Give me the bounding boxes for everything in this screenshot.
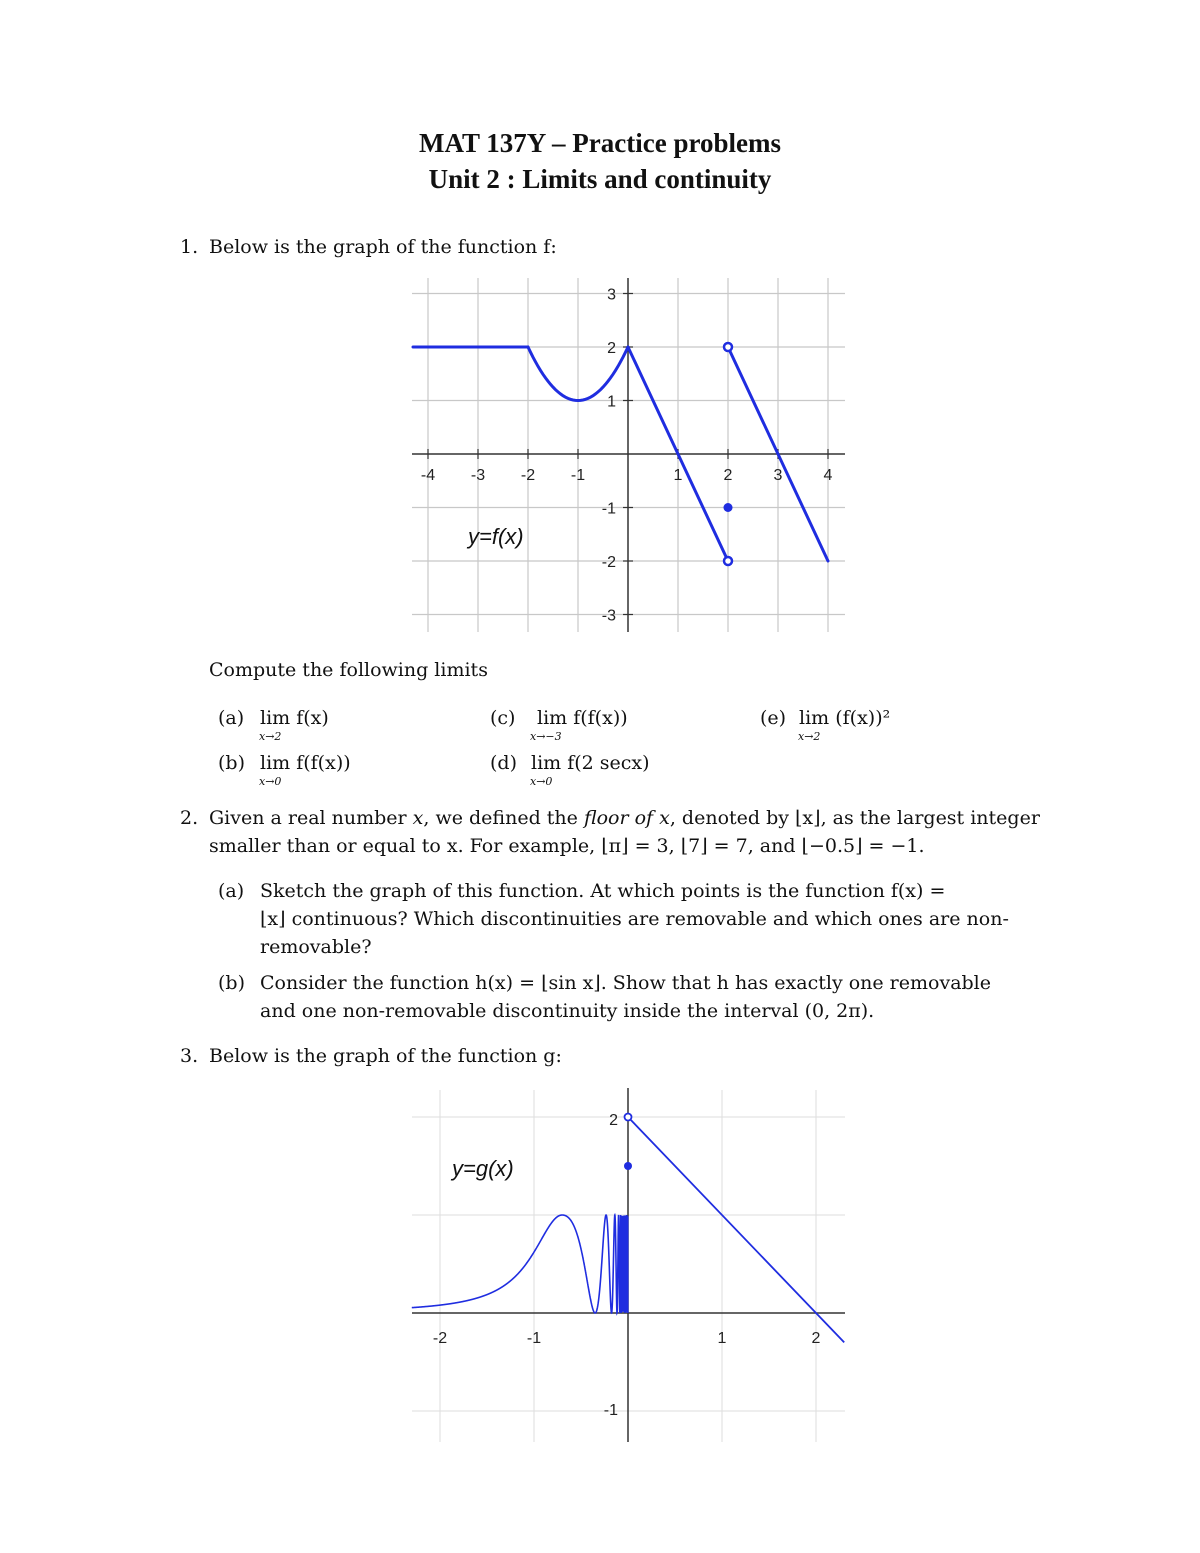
x-tick-label: -1 (526, 1330, 542, 1347)
problem-2a-line3: removable? (260, 936, 372, 958)
part-b-label: (b) (218, 752, 245, 774)
page-title: MAT 137Y – Practice problems (419, 128, 781, 158)
problem-2b-line2: and one non-removable discontinuity inside the interval (0, 2π). (260, 1000, 875, 1022)
y-tick-label: 3 (607, 286, 616, 304)
problem-2a-label: (a) (218, 880, 245, 902)
part-d-label: (d) (490, 752, 517, 774)
closed-point (724, 503, 733, 512)
part-d-expr: lim f(2 secx) (531, 752, 650, 774)
y-tick-label: 2 (609, 1112, 618, 1129)
x-tick-label: 4 (823, 467, 833, 484)
part-e-expr: lim (f(x))² (799, 707, 891, 729)
problem-1-number: 1. (180, 236, 199, 258)
x-tick-label: 3 (773, 467, 783, 484)
part-b-sub: x→0 (259, 775, 282, 788)
part-a-sub: x→2 (259, 730, 282, 743)
graph-f-label: y=f(x) (468, 524, 524, 549)
problem-2-number: 2. (180, 807, 199, 829)
y-tick-label: 1 (607, 393, 616, 411)
y-tick-label: -2 (601, 554, 616, 571)
problem-2a-line1: Sketch the graph of this function. At which points is the function f(x) = (260, 880, 946, 902)
graph-f-tick-labels (421, 287, 833, 625)
problem-2-line1: Given a real number x, we defined the floor of x, denoted by ⌊x⌋, as the largest integer (209, 807, 1040, 829)
part-c-expr: lim f(f(x)) (537, 707, 628, 729)
graph-f (400, 270, 860, 640)
page-subtitle: Unit 2 : Limits and continuity (428, 164, 772, 194)
closed-point (624, 1162, 632, 1170)
g-segment-0 (412, 1215, 628, 1313)
part-b-expr: lim f(f(x)) (260, 752, 351, 774)
x-tick-label: 2 (811, 1330, 821, 1347)
problem-3-number: 3. (180, 1045, 199, 1067)
y-tick-label: -1 (601, 500, 616, 518)
part-c-sub: x→−3 (530, 730, 562, 743)
x-tick-label: -3 (470, 467, 486, 484)
problem-2a-line2: ⌊x⌋ continuous? Which discontinuities are removable and which ones are non- (260, 908, 1009, 930)
open-point (724, 557, 732, 565)
problem-2-line2: smaller than or equal to x. For example, ⌊π⌋ = 3, ⌊7⌋ = 7, and ⌊−0.5⌋ = −1. (209, 835, 925, 857)
y-tick-label: -1 (603, 1402, 618, 1419)
x-tick-label: -1 (570, 467, 586, 484)
g-segment-1 (628, 1117, 844, 1342)
part-c-label: (c) (490, 707, 516, 729)
x-tick-label: -4 (420, 467, 436, 484)
part-a-expr: lim f(x) (260, 707, 329, 729)
y-tick-label: -3 (601, 607, 616, 625)
part-e-label: (e) (760, 707, 787, 729)
y-tick-label: 2 (607, 340, 616, 357)
x-tick-label: 1 (673, 467, 683, 484)
problem-1-text: Below is the graph of the function f: (209, 236, 557, 258)
graph-g (400, 1080, 860, 1450)
part-e-sub: x→2 (798, 730, 821, 743)
x-tick-label: -2 (432, 1330, 448, 1347)
x-tick-label: -2 (520, 467, 536, 484)
x-tick-label: 1 (717, 1330, 727, 1347)
open-point (724, 343, 732, 351)
problem-2b-label: (b) (218, 972, 245, 994)
problem-3-text: Below is the graph of the function g: (209, 1045, 562, 1067)
problem-2b-line1: Consider the function h(x) = ⌊sin x⌋. Show that h has exactly one removable (260, 972, 991, 994)
graph-g-label: y=g(x) (452, 1156, 514, 1181)
x-tick-label: 2 (723, 467, 733, 484)
part-d-sub: x→0 (530, 775, 553, 788)
compute-text: Compute the following limits (209, 659, 488, 681)
part-a-label: (a) (218, 707, 245, 729)
open-point (625, 1114, 632, 1121)
